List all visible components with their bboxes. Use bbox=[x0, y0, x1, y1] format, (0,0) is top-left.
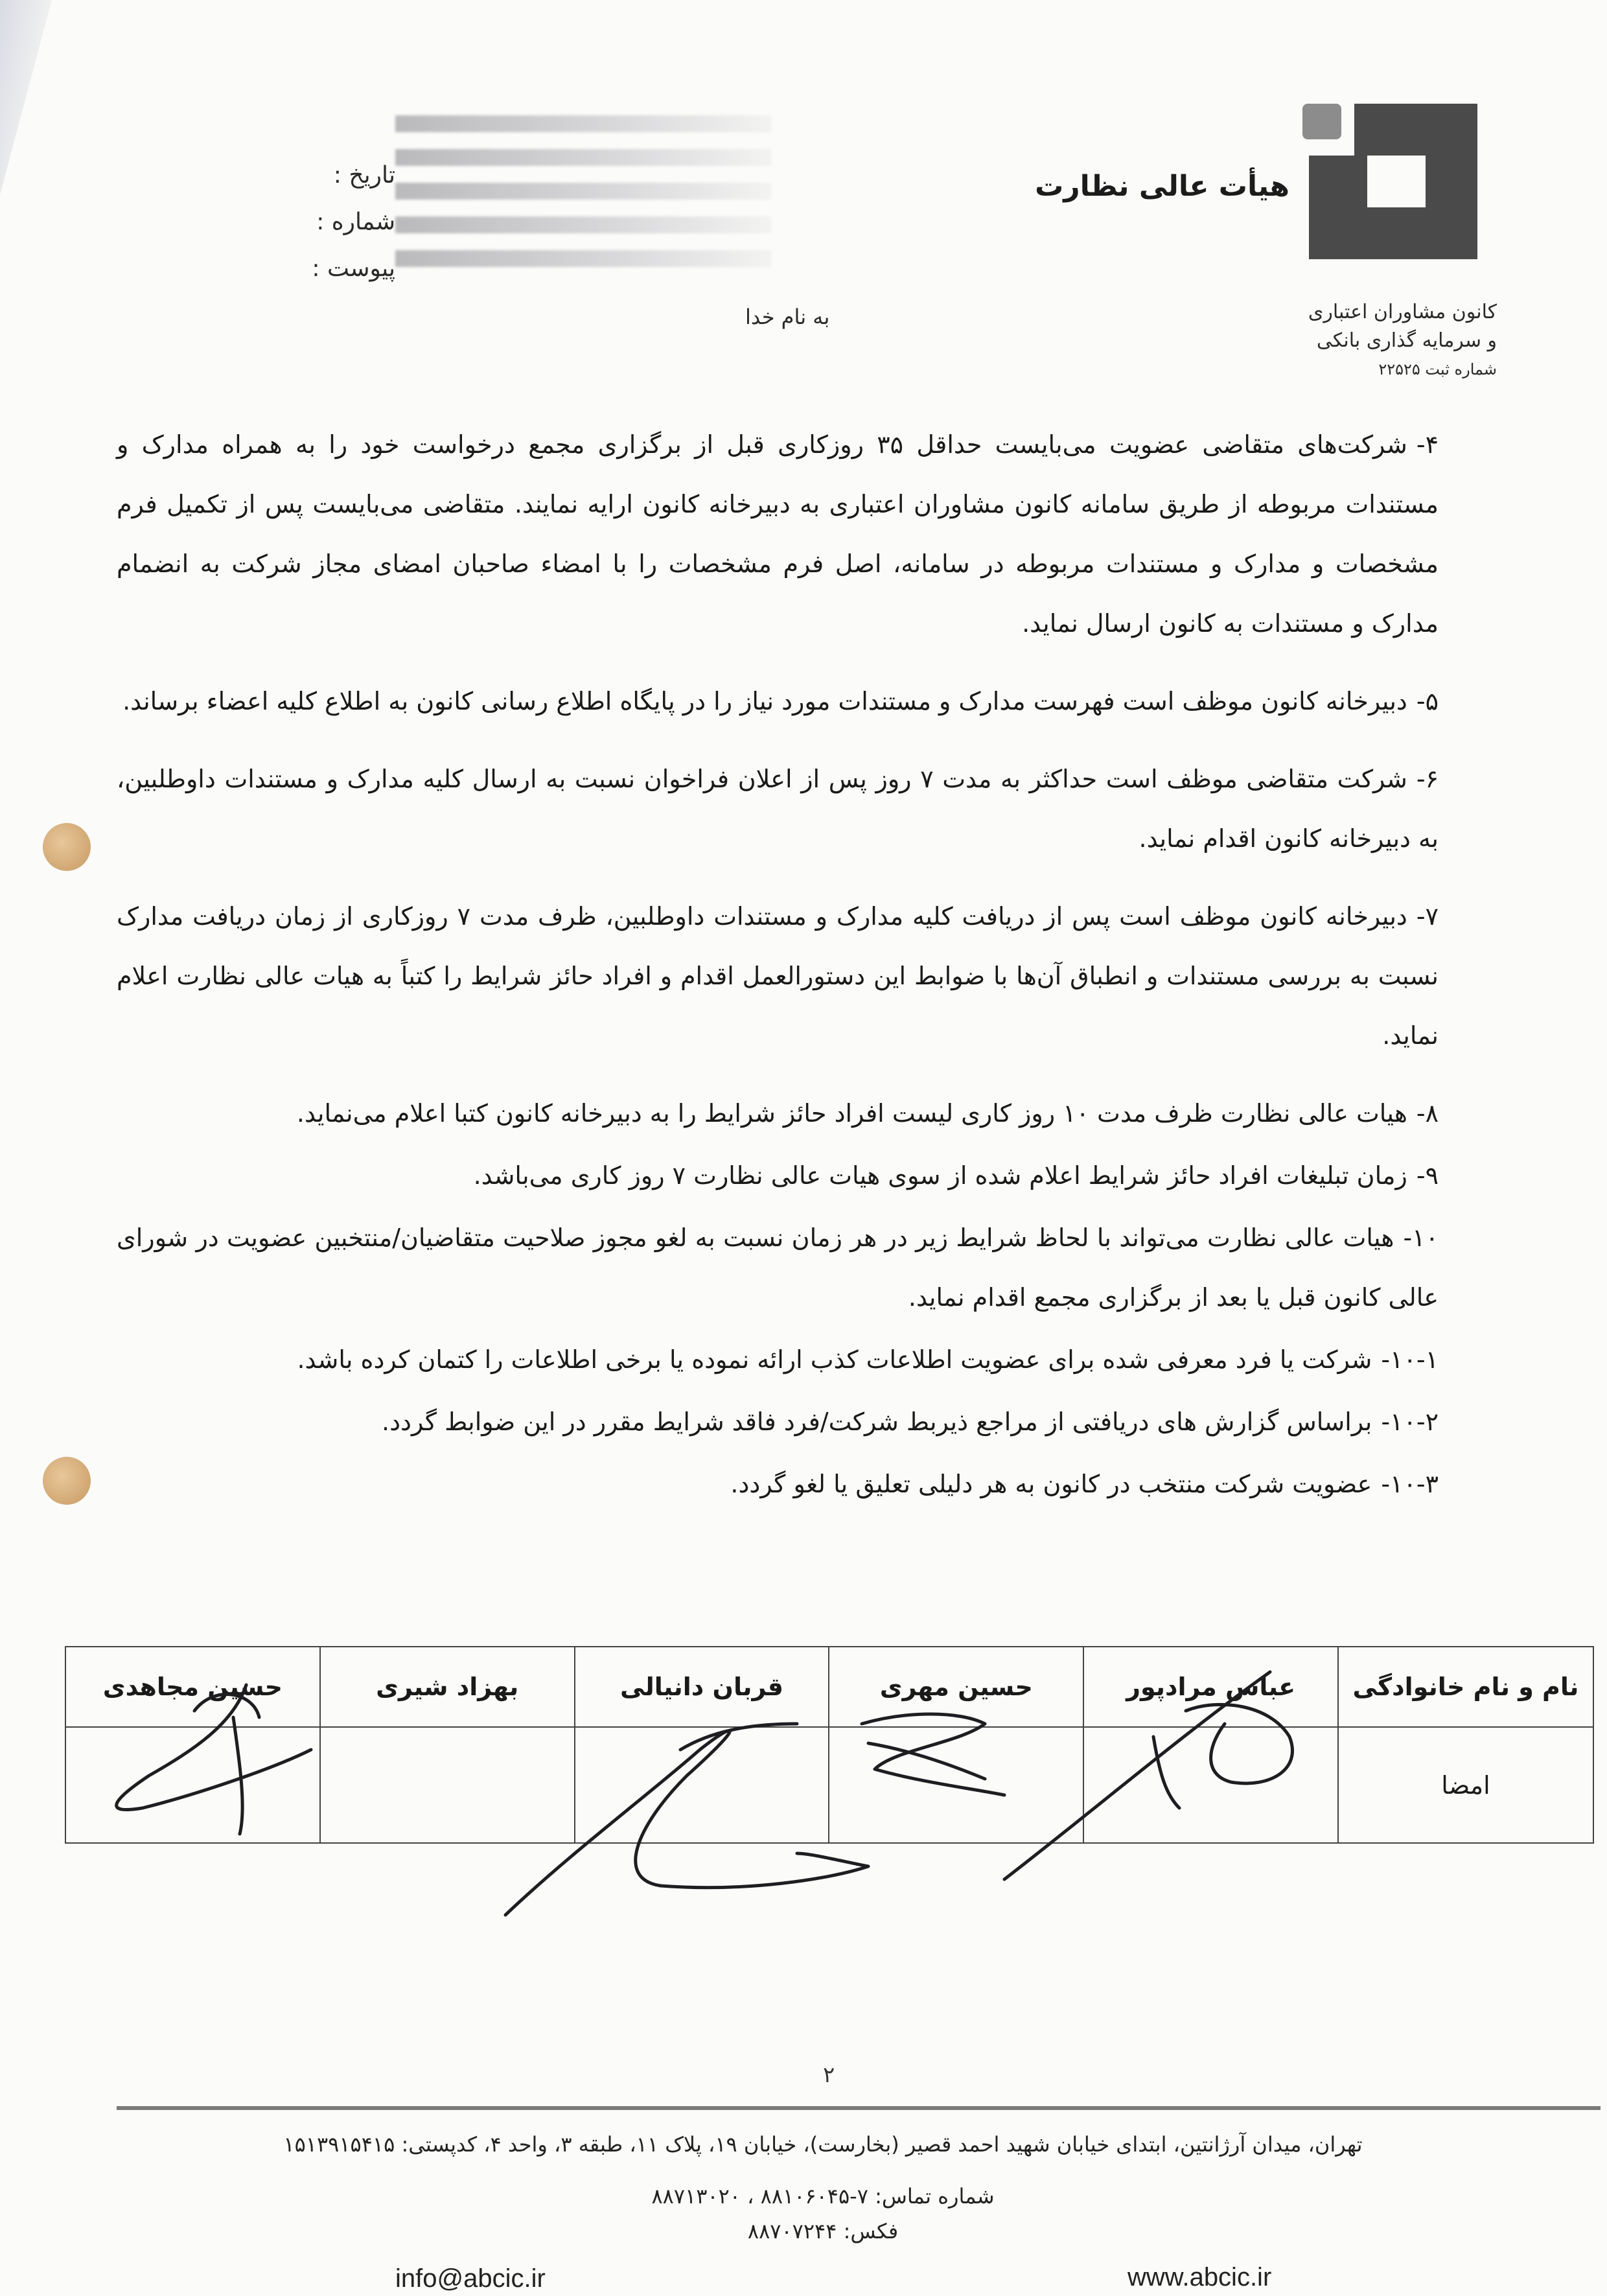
page-fold-shadow bbox=[0, 0, 52, 194]
date-label: تاریخ : bbox=[333, 162, 395, 189]
redacted-header-block bbox=[395, 115, 771, 310]
org-line-1: کانون مشاوران اعتباری bbox=[1308, 301, 1497, 323]
punch-hole-bottom bbox=[43, 1457, 91, 1505]
punch-hole-top bbox=[43, 823, 91, 871]
signature-names-row bbox=[65, 1647, 1593, 1727]
clause-10-3: ۱۰-۳-عضویت شرکت منتخب در کانون به هر دلیلی تعلیق یا لغو گردد. bbox=[730, 1470, 1439, 1498]
clause-10: ۱۰-هیات عالی نظارت می‌تواند با لحاظ شرایط زیر در هر زمان نسبت به لغو مجوز صلاحیت متقاضیان/منتخبین عضویت در شورای عالی کانون قبل یا بعد از برگزاری مجمع اقدام نماید. bbox=[117, 1223, 1439, 1312]
letter-body bbox=[117, 415, 1439, 1516]
attachment-label: پیوست : bbox=[312, 255, 395, 282]
footer-address: تهران، میدان آرژانتین، ابتدای خیابان شهید احمد قصیر (بخارست)، خیابان ۱۹، پلاک ۱۱، طبقه ۳، واحد ۴، کدپستی: ۱۵۱۳۹۱۵۴۱۵ bbox=[283, 2132, 1363, 2157]
footer-phone: شماره تماس: ۷-۸۸۱۰۶۰۴۵ ، ۸۸۷۱۳۰۲۰ bbox=[651, 2184, 995, 2209]
clause-4: ۴-شرکت‌های متقاضی عضویت می‌بایست حداقل ۳۵ روزکاری قبل از برگزاری مجمع درخواست خود را به همراه مدارک و مستندات مربوطه از طریق سامانه کانون مشاوران اعتباری به دبیرخانه کانون ارایه نمایند. متقاضی می‌بایست پس از تکمیل فرم مشخصات و مدارک و مستندات مربوطه در سامانه، اصل فرم مشخصات را با امضاء صاحبان امضای مجاز شرکت به انضمام مدارک و مستندات به کانون ارسال نماید. bbox=[117, 430, 1439, 638]
signatory-name: حسین مهری bbox=[829, 1647, 1083, 1727]
header-title: هیأت عالی نظارت bbox=[1035, 170, 1289, 203]
clause-6: ۶-شرکت متقاضی موظف است حداکثر به مدت ۷ روز پس از اعلان فراخوان نسبت به ارسال کلیه مدارک و مستندات داوطلبین، به دبیرخانه کانون اقدام نماید. bbox=[117, 765, 1439, 853]
clause-10-2: ۱۰-۲-براساس گزارش های دریافتی از مراجع ذیربط شرکت/فرد فاقد شرایط مقرر در این ضوابط گردد. bbox=[382, 1408, 1439, 1436]
clause-7: ۷-دبیرخانه کانون موظف است پس از دریافت کلیه مدارک و مستندات داوطلبین، ظرف مدت ۷ روزکاری از زمان دریافت مدارک نسبت به بررسی مستندات و انطباق آن‌ها با ضوابط این دستورالعمل اقدام و افراد حائز شرایط را کتباً به هیات عالی نظارت اعلام نماید. bbox=[117, 902, 1439, 1050]
signatory-name: عباس مرادپور bbox=[1083, 1647, 1338, 1727]
organization-name bbox=[1277, 298, 1497, 384]
signatory-name: قربان دانیالی bbox=[575, 1647, 829, 1727]
footer-divider bbox=[117, 2106, 1601, 2110]
signature-cell bbox=[829, 1727, 1083, 1843]
basmala: به نام خدا bbox=[745, 305, 830, 329]
clause-5: ۵-دبیرخانه کانون موظف است فهرست مدارک و مستندات مورد نیاز را در پایگاه اطلاع رسانی کانون به اطلاع کلیه اعضاء برساند. bbox=[122, 687, 1439, 715]
org-line-2: و سرمایه گذاری بانکی bbox=[1316, 329, 1497, 352]
signature-cell bbox=[575, 1727, 829, 1843]
clause-9: ۹-زمان تبلیغات افراد حائز شرایط اعلام شده از سوی هیات عالی نظارت ۷ روز کاری می‌باشد. bbox=[473, 1161, 1439, 1190]
name-column-label: نام و نام خانوادگی bbox=[1338, 1647, 1593, 1727]
signatory-name: حسین مجاهدی bbox=[65, 1647, 320, 1727]
page-number: ۲ bbox=[823, 2062, 835, 2088]
number-label: شماره : bbox=[316, 209, 395, 235]
website-link[interactable]: www.abcic.ir bbox=[1127, 2263, 1272, 2291]
sign-label: امضا bbox=[1338, 1727, 1593, 1843]
letter-meta bbox=[279, 152, 395, 292]
signature-cell bbox=[320, 1727, 575, 1843]
footer-fax: فکس: ۸۸۷۰۷۲۴۴ bbox=[747, 2219, 899, 2244]
organization-logo bbox=[1296, 91, 1490, 285]
signature-cell bbox=[1083, 1727, 1338, 1843]
clause-8: ۸-هیات عالی نظارت ظرف مدت ۱۰ روز کاری لیست افراد حائز شرایط را به دبیرخانه کانون کتبا اعلام می‌نماید. bbox=[296, 1099, 1439, 1128]
clause-10-1: ۱۰-۱-شرکت یا فرد معرفی شده برای عضویت اطلاعات کذب ارائه نموده یا برخی اطلاعات را کتمان کرده باشد. bbox=[297, 1345, 1439, 1374]
email-link[interactable]: info@abcic.ir bbox=[395, 2264, 546, 2293]
signature-table bbox=[65, 1646, 1594, 1844]
registration-number: شماره ثبت ۲۲۵۲۵ bbox=[1378, 360, 1497, 378]
signatory-name: بهزاد شیری bbox=[320, 1647, 575, 1727]
signature-cell bbox=[65, 1727, 320, 1843]
signature-row bbox=[65, 1727, 1593, 1843]
